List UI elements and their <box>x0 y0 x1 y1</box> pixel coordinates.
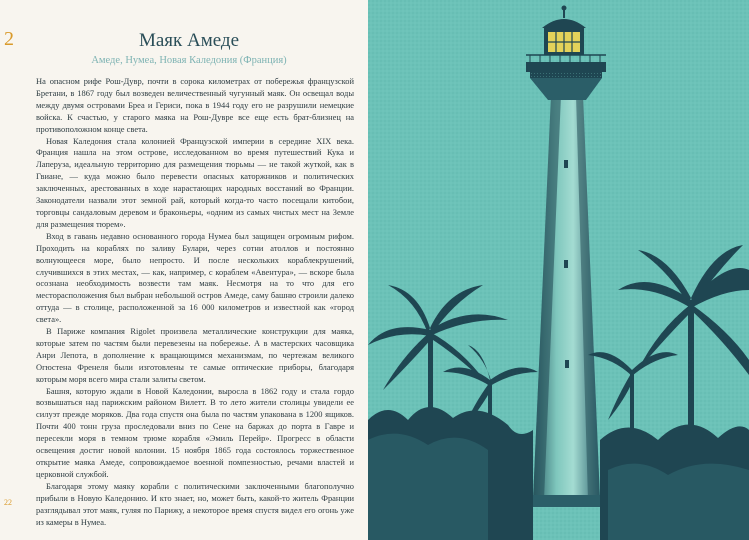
illustration-page <box>368 0 749 540</box>
gallery <box>526 62 606 72</box>
paragraph: Новая Каледония стала колонией Французской империи в середине XIX века. Франция нашла на этом острове, исследованном во время путешествий Кука и Лаперуза, идеальную территорию для размещения тюрьмы — не такой жуткой, как в Гвиане, — куда можно было перевести опасных каторжников и политических заключенных, арестованных в ходе нарастающих народных восстаний во Франции. Законодатели назвали этот земной рай, который когда-то часто посещали китобои, торговцы сандаловым деревом и браконьеры, «одним из самых чистых мест на Земле для размещения тюрем». <box>36 135 354 229</box>
page-title: Маяк Амеде <box>138 30 240 51</box>
paragraph: Башня, которую ждали в Новой Каледонии, выросла в 1862 году и стала гордо возвышаться над парижским районом Вилетт. В то лето жители столицы увидели ее силуэт прежде моряков. Два года спустя она была по частям упакована в 1200 ящиков. Почти 400 тонн груза проследовали вниз по Сене на баржах до порта в Гавре и пересекли моря в темном трюме корабля «Эмиль Перейр». Прогресс в области освещения достиг новой колонии. 15 ноября 1865 года состоялось торжественное открытие маяка Амеде, сопровождаемое военной помпезностью, речами властей и церковной службой. <box>36 385 354 479</box>
page-subtitle: Амеде, Нумеа, Новая Каледония (Франция) <box>91 55 287 66</box>
lighthouse-illustration <box>368 0 749 540</box>
paragraph: На опасном рифе Рош-Дувр, почти в сорока километрах от побережья французской Бретани, в 1867 году был возведен величественный чугунный маяк. Он освещал воды между двумя островами Бреа и Гериси, пока в 1944 году его не разрушили немецкие войска. К счастью, у старого маяка на Рош-Дувре все еще есть брат-близнец на противоположном конце света. <box>36 76 354 134</box>
page-number: 22 <box>4 498 12 507</box>
chapter-number: 2 <box>4 28 14 50</box>
paragraph: Вход в гавань недавно основанного города Нумеа был защищен огромным рифом. Проходить на кораблях по заливу Булари, через сотни атоллов и постоянно волнующееся море, было непросто. И после нескольких кораблекрушений, случившихся в этих местах, — как, например, с кораблем «Авентура», — вскоре была осознана необходимость возвести там маяк. Несмотря на то что для его месторасположения был выбран небольшой остров Амеде, саму башню строили далеко оттуда — в столице, расположенной за 16 000 километров и известной как «город света». <box>36 230 354 325</box>
paragraph: Благодаря этому маяку корабли с политическими заключенными благополучно прибыли в Новую Каледонию. И кто знает, но, может быть, какой-то житель Франции разглядывал этот маяк, гуляя по Парижу, а некоторое время спустя видел его огонь уже из камеры в Нумеа. <box>36 480 354 527</box>
body-text <box>36 76 354 528</box>
paragraph: В Париже компания Rigolet произвела металлические конструкции для маяка, которые затем по частям были перевезены на побережье. А в мастерских часовщика Анри Лепота, в дополнение к вращающимся механизмам, по чертежам великого Огюстена Френеля были изготовлены те самые оптические приборы, благодаря которым моря всего мира стали залиты светом. <box>36 326 354 384</box>
text-page <box>0 0 368 540</box>
